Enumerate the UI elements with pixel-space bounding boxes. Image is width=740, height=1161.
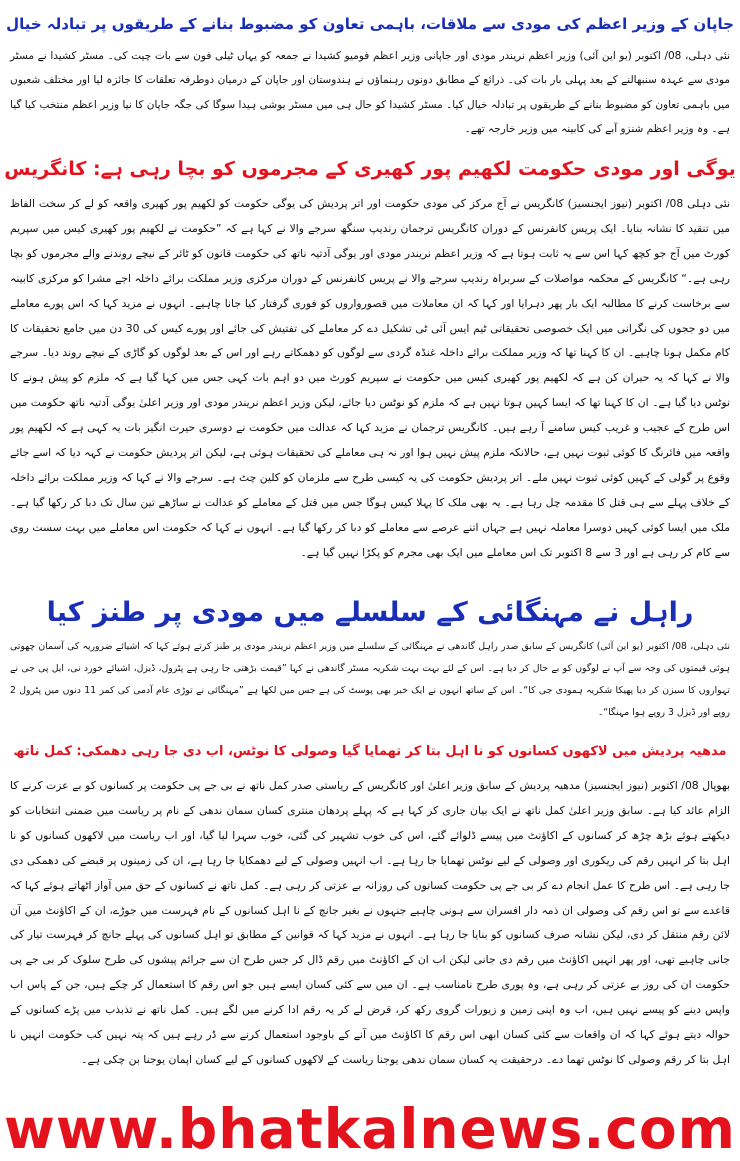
article-kamal-nath [0, 730, 740, 1094]
article-rahul-inflation [0, 590, 740, 728]
headline-lakhimpur: یوگی اور مودی حکومت لکھیم پور کھیری کے مجرموں کو بچا رہی ہے: کانگریس [4, 158, 736, 180]
headline-rahul-inflation: راہل نے مہنگائی کے سلسلے میں مودی پر طنز کیا [46, 597, 694, 628]
article-body-rahul-inflation: نئی دہلی، 08/ اکتوبر (یو این آئی) کانگریس کے سابق صدر راہل گاندھی نے مہنگائی کے سلسلے میں وزیر اعظم نریندر مودی پر طنز کرتے ہوئے کہا کہ اشیائے ضروریہ کی آسمان چھوتی ہوئی قیمتوں کی وجہ سے آپ نے لوگوں کو بے حال کر دیا ہے۔ اس کے لئے بہت بہت شکریہ مسٹر گاندھی نے کہا ”قیمت بڑھتی جا رہی ہے پٹرول، ڈیزل، اشیائے خورد نی، ایل پی جی نے تہواروں کا سیزن کر دیا پھیکا شکریہ ہمودی جی کا“۔ اس کے ساتھ انہوں نے ایک خبر بھی پوسٹ کی ہے جس میں لکھا ہے ”مہنگائی نے توڑی عام آدمی کی کمر 11 دنوں میں پٹرول 2 روپے اور ڈیزل 3 روپے ہوا مہنگا“۔ [10, 641, 730, 718]
article-body-lakhimpur: نئی دہلی 08/ اکتوبر (نیوز ایجنسیز) کانگریس نے آج مرکز کی مودی حکومت اور اتر پردیش کی یوگی حکومت کو لکھیم پور کھیری واقعہ کو لے کر سخت الفاظ میں تنقید کا نشانہ بنایا۔ ایک پریس کانفرنس کے دوران کانگریس ترجمان رندیپ سنگھ سرجے والا نے کہا ہے کہ ”حکومت نے لکھیم پور کھیری کیس میں سپریم کورٹ میں آج جو کچھ کہا اس سے یہ ثابت ہوتا ہے کہ وزیر اعظم نریندر مودی اور یوگی آدتیہ ناتھ کی حکومت قانون کو ٹائر کے نیچے روندنے والے مجرموں کو بچا رہی ہے۔“ کانگریس کے محکمہ مواصلات کے سربراہ رندیپ سرجے والا نے پریس کانفرنس کے دوران مرکزی وزیر مملکت برائے داخلہ اجے مشرا کو مرکزی کابینہ سے برخاست کرنے کا مطالبہ ایک بار پھر دہرایا اور کہا کہ ان معاملات میں قصورواروں کو فوری گرفتار کیا جانا چاہیے۔ انہوں نے مزید کہا کہ اس پورے معاملے میں دو ججوں کی نگرانی میں ایک خصوصی تحقیقاتی ٹیم ایس آئی ٹی تشکیل دے کر معاملے کی تفتیش کی جائے اور پورے کیس کی 30 دن میں جامع تحقیقات کا کام مکمل ہونا چاہیے۔ ان کا کہنا تھا کہ وزیر مملکت برائے داخلہ غنڈہ گردی سے لوگوں کو دھمکاتے رہے اور اس کے بعد لوگوں کو گاڑی کے نیچے روند دیا۔ سرجے والا نے کہا کہ یہ حیران کن ہے کہ لکھیم پور کھیری کیس میں حکومت نے سپریم کورٹ میں دو اہم بات کہی جس میں کہا گیا ہے کہ ملزم کو پیش ہونے کا نوٹس دیا گیا ہے۔ ان کا کہنا تھا کہ ایسا کہیں ہوتا نہیں ہے کہ ملزم کو نوٹس دیا جائے، لیکن وزیر اعظم نریندر مودی اور وزیر اعلیٰ یوگی آدتیہ ناتھ حکومت میں اس طرح کے عجیب و غریب کیس سامنے آ رہے ہیں۔ کانگریس ترجمان نے مزید کہا کہ عدالت میں حکومت نے دوسری حیرت انگیز بات یہ کہی ہے کہ لکھیم پور واقعہ میں فائرنگ کا کوئی ثبوت نہیں ہے، حالانکہ ملزم پیش نہیں ہوا اور نہ ہی معاملے کی تحقیقات ہوئی ہے، لیکن اتر پردیش حکومت نے کہہ دیا کہ اسے جائے وقوع پر گولی کے کہیں کوئی ثبوت نہیں ملے۔ اتر پردیش حکومت کی یہ کیسی طرح سے ملزمان کو کلین چٹ ہے۔ سرجے والا نے کہا کہ وزیر مملکت برائے داخلہ کے خلاف پہلے سے ہی قتل کا مقدمہ چل رہا ہے۔ یہ بھی ملک کا پہلا کیس ہوگا جس میں قتل کے معاملے کو عدالت نے ساڑھے تین سال تک دبا کر رکھا گیا ہے۔ ملک میں ایسا کوئی کہیں دوسرا معاملہ نہیں ہے جہاں اتنے عرصے سے معاملے کو دبا کر رکھا گیا ہے۔ انہوں نے کہا کہ حکومت اس معاملے میں بہت سست روی سے کام کر رہی ہے اور 3 سے 8 اکتوبر تک اس معاملے میں ایک بھی مجرم کو پکڑا نہیں گیا ہے۔ [10, 197, 731, 559]
article-body-kamal-nath: بھوپال 08/ اکتوبر (نیوز ایجنسیز) مدھیہ پردیش کے سابق وزیر اعلیٰ اور کانگریس کے ریاستی صدر کمل ناتھ نے بی جے پی حکومت پر کسانوں کو بے عزت کرنے کا الزام عائد کیا ہے۔ سابق وزیر اعلیٰ کمل ناتھ نے ایک بیان جاری کر کہا ہے کہ پہلے پردھان منتری کسان سمان ندھی کے نام پر ریاست میں ضمنی انتخابات کو دیکھتے ہوئے بڑھ چڑھ کر کسانوں کے اکاؤنٹ میں پیسے ڈلوائے گئے، اس کی خوب تشہیر کی گئی، خوب سہرا لیا گیا، اور اب ریاست میں لاکھوں کسانوں کو نا اہل بتا کر انہیں رقم کی ریکوری اور وصولی کے لیے نوٹس تھمایا جا رہا ہے۔ اب انہیں وصولی کے لیے دھمکایا جا رہا ہے، ان کی زمینوں پر قبضے کی دھمکی دی جا رہی ہے۔ اس طرح کا عمل انجام دے کر بی جے پی حکومت کسانوں کی روزانہ بے عزتی کر رہی ہے۔ کمل ناتھ نے کسانوں کے حق میں آواز اٹھاتے ہوئے کہا کہ قاعدے سے تو اس رقم کی وصولی ان ذمہ دار افسران سے ہونی چاہیے جنہوں نے بغیر جانچ کے نا اہل کسانوں کے نام فہرست میں جوڑے، ان کے اکاؤنٹ میں آن لائن رقم منتقل کر دی، لیکن نشانہ صرف کسانوں کو بنایا جا رہا ہے۔ انہوں نے مزید کہا کہ قوانین کے مطابق تو اہل کسانوں کی پہلے جانچ کر فہرست تیار کی جانی چاہیے تھی، اور پھر انہیں اکاؤنٹ میں رقم دی جانی لیکن اب ان کے اکاؤنٹ میں رقم ڈال کر جس طرح ان سے جرائم پیشوں کی طرح سلوک کر بی جے پی حکومت ان کی روز بے عزتی کر رہی ہے، وہ پوری طرح نامناسب ہے۔ ان میں سے کئی کسان ایسے ہیں جو اس رقم کا استعمال کر چکے ہیں، جن کے پاس اب واپس دینے کو پیسے نہیں ہیں، اب وہ اپنی زمین و زیورات گروی رکھ کر، قرض لے کر یہ رقم ادا کرنے میں لگے ہیں۔ کمل ناتھ نے تذبذب میں پڑے کسانوں کے حوالہ دیتے ہوئے کہا کہ ان واقعات سے کئی کسان ابھی اس رقم کا اکاؤنٹ میں آنے کے باوجود استعمال کرنے سے ڈر رہے ہیں کہ پتہ نہیں کب حکومت انہیں نا اہل بتا کر رقم وصولی کا نوٹس تھما دے۔ درحقیقت یہ کسان سمان ندھی یوجنا ریاست کے لاکھوں کسانوں کے لیے کسان اپمان یوجنا بن چکی ہے۔ [10, 779, 730, 1066]
article-japan-pm [0, 4, 740, 144]
article-lakhimpur [0, 146, 740, 586]
headline-japan-pm: جاپان کے وزیر اعظم کی مودی سے ملاقات، باہمی تعاون کو مضبوط بنانے کے طریقوں پر تبادلہ خیال [6, 15, 734, 33]
article-body-japan-pm: نئی دہلی، 08/ اکتوبر (یو این آئی) وزیر اعظم نریندر مودی اور جاپانی وزیر اعظم فومیو کشیدا نے جمعہ کو یہاں ٹیلی فون سے بات چیت کی۔ مسٹر کشیدا نے مسٹر مودی سے عہدہ سنبھالنے کے بعد پہلی بار بات کی۔ ذرائع کے مطابق دونوں رہنماؤں نے ہندوستان اور جاپان کے درمیان دوطرفہ تعلقات کا جائزہ لیا اور مختلف شعبوں میں باہمی تعاون کو مضبوط بنانے کے طریقوں پر تبادلہ خیال کیا۔ مسٹر کشیدا کو حال ہی میں مسٹر یوشی ہیدا سوگا کی جگہ جاپان کا نیا وزیر اعظم منتخب کیا گیا ہے۔ وہ وزیر اعظم شنزو آبے کی کابینہ میں وزیر خارجہ تھے۔ [10, 50, 731, 135]
site-url-banner[interactable]: www.bhatkalnews.com [4, 1098, 736, 1161]
headline-kamal-nath: مدھیہ پردیش میں لاکھوں کسانوں کو نا اہل بتا کر تھمایا گیا وصولی کا نوٹس، اب دی جا رہی دھمکی: کمل ناتھ [13, 744, 727, 759]
